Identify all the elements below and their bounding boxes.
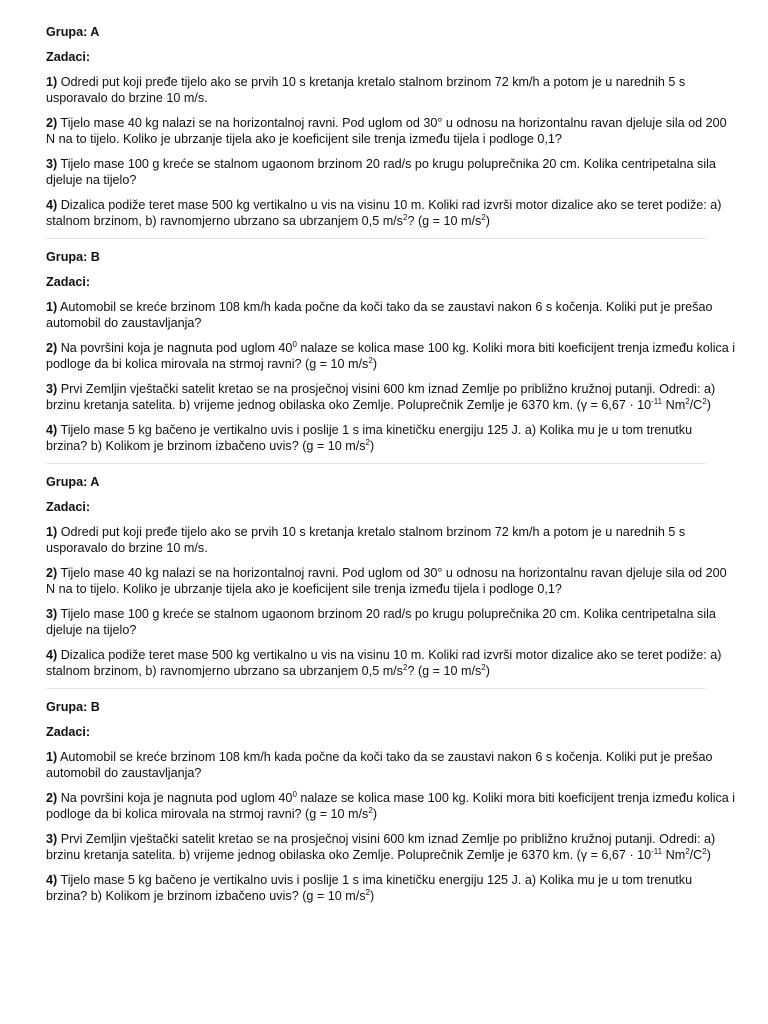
task-text: )	[706, 848, 711, 862]
task-number: 4)	[46, 648, 58, 662]
task-text: )	[372, 357, 378, 371]
task-text: Prvi Zemljin vještački satelit kretao se na prosječnoj visini 600 km iznad Zemlje po približno kružnoj putanji. Odredi: a) brzinu kretanja satelita. b) vrijeme jednog obilaska oko Zemlje. Poluprečnik Zemlje je 6370 km. (γ = 6,67 · 10	[46, 832, 716, 862]
superscript: 2	[685, 846, 690, 856]
task-item	[46, 197, 736, 229]
superscript: -11	[651, 846, 663, 856]
task-text: ? (g = 10 m/s	[407, 664, 482, 678]
task-text: Tijelo mase 100 g kreće se stalnom ugaonom brzinom 20 rad/s po krugu poluprečnika 20 cm. Kolika centripetalna sila djeluje na tijelo?	[46, 157, 716, 187]
task-text: Automobil se kreće brzinom 108 km/h kada počne da koči tako da se zaustavi nakon 6 s kočenja. Koliki put je prešao automobil do zaustavljanja?	[46, 750, 713, 780]
section-divider	[46, 463, 706, 464]
task-text: Nm	[662, 848, 686, 862]
task-item	[46, 831, 736, 863]
task-number: 1)	[46, 750, 58, 764]
task-text: Dizalica podiže teret mase 500 kg vertikalno u vis na visinu 10 m. Koliki rad izvrši motor dizalice ako se teret podiže: a) stalnom brzinom, b) ravnomjerno ubrzano sa ubrzanjem 0,5 m/s	[46, 198, 722, 228]
task-item	[46, 872, 736, 904]
tasks-heading: Zadaci:	[46, 275, 91, 289]
tasks-heading: Zadaci:	[46, 725, 91, 739]
tasks-heading: Zadaci:	[46, 50, 91, 64]
task-text: Nm	[662, 398, 686, 412]
superscript: 0	[292, 339, 297, 349]
task-item	[46, 647, 736, 679]
task-number: 4)	[46, 423, 58, 437]
task-text: nalaze se kolica mase 100 kg. Koliki mora biti koeficijent trenja između kolica i podloge da bi kolica mirovala na strmoj ravni? (g = 10 m/s	[46, 341, 736, 371]
task-item	[46, 115, 736, 147]
task-text: Prvi Zemljin vještački satelit kretao se na prosječnoj visini 600 km iznad Zemlje po približno kružnoj putanji. Odredi: a) brzinu kretanja satelita. b) vrijeme jednog obilaska oko Zemlje. Poluprečnik Zemlje je 6370 km. (γ = 6,67 · 10	[46, 382, 716, 412]
task-item	[46, 381, 736, 413]
task-number: 2)	[46, 791, 58, 805]
task-text: ? (g = 10 m/s	[407, 214, 482, 228]
superscript: -11	[651, 396, 663, 406]
group-section	[46, 24, 736, 239]
document-page	[46, 24, 736, 913]
task-number: 3)	[46, 157, 58, 171]
superscript: 2	[481, 662, 486, 672]
tasks-heading: Zadaci:	[46, 500, 91, 514]
superscript: 2	[481, 212, 486, 222]
task-text: Odredi put koji pređe tijelo ako se prvih 10 s kretanja kretalo stalnom brzinom 72 km/h a potom je u narednih 5 s usporavalo do brzine 10 m/s.	[46, 75, 686, 105]
task-text: )	[370, 889, 375, 903]
superscript: 2	[365, 887, 370, 897]
task-text: Odredi put koji pređe tijelo ako se prvih 10 s kretanja kretalo stalnom brzinom 72 km/h a potom je u narednih 5 s usporavalo do brzine 10 m/s.	[46, 525, 686, 555]
task-item	[46, 74, 736, 106]
task-item	[46, 156, 736, 188]
task-text: /C	[689, 398, 703, 412]
superscript: 2	[402, 212, 408, 222]
group-title: Grupa: A	[46, 475, 100, 489]
task-text: Tijelo mase 100 g kreće se stalnom ugaonom brzinom 20 rad/s po krugu poluprečnika 20 cm. Kolika centripetalna sila djeluje na tijelo?	[46, 607, 716, 637]
task-number: 2)	[46, 566, 58, 580]
task-text: nalaze se kolica mase 100 kg. Koliki mora biti koeficijent trenja između kolica i podloge da bi kolica mirovala na strmoj ravni? (g = 10 m/s	[46, 791, 736, 821]
task-text: Tijelo mase 40 kg nalazi se na horizontalnoj ravni. Pod uglom od 30° u odnosu na horizontalnu ravan djeluje sila od 200 N na to tijelo. Koliko je ubrzanje tijela ako je koeficijent sile trenja između tijela i podloge 0,1?	[46, 566, 727, 596]
task-text: Dizalica podiže teret mase 500 kg vertikalno u vis na visinu 10 m. Koliki rad izvrši motor dizalice ako se teret podiže: a) stalnom brzinom, b) ravnomjerno ubrzano sa ubrzanjem 0,5 m/s	[46, 648, 722, 678]
task-number: 1)	[46, 525, 58, 539]
task-item	[46, 565, 736, 597]
task-text: Automobil se kreće brzinom 108 km/h kada počne da koči tako da se zaustavi nakon 6 s kočenja. Koliki put je prešao automobil do zaustavljanja?	[46, 300, 713, 330]
task-number: 2)	[46, 116, 58, 130]
superscript: 2	[368, 805, 373, 815]
superscript: 2	[365, 437, 370, 447]
section-divider	[46, 238, 706, 239]
task-text: )	[372, 807, 378, 821]
task-text: )	[370, 439, 375, 453]
task-number: 1)	[46, 300, 58, 314]
group-section	[46, 699, 736, 904]
task-item	[46, 340, 736, 372]
task-item	[46, 606, 736, 638]
task-item	[46, 422, 736, 454]
superscript: 2	[402, 662, 408, 672]
task-item	[46, 524, 736, 556]
task-text: )	[485, 664, 490, 678]
task-text: /C	[689, 848, 703, 862]
superscript: 2	[368, 355, 373, 365]
task-text: Na površini koja je nagnuta pod uglom 40	[60, 341, 293, 355]
task-number: 4)	[46, 198, 58, 212]
superscript: 2	[702, 846, 707, 856]
task-text: Tijelo mase 40 kg nalazi se na horizontalnoj ravni. Pod uglom od 30° u odnosu na horizontalnu ravan djeluje sila od 200 N na to tijelo. Koliko je ubrzanje tijela ako je koeficijent sile trenja između tijela i podloge 0,1?	[46, 116, 727, 146]
task-text: Na površini koja je nagnuta pod uglom 40	[60, 791, 293, 805]
group-title: Grupa: B	[46, 250, 100, 264]
task-item	[46, 790, 736, 822]
task-number: 4)	[46, 873, 58, 887]
task-item	[46, 749, 736, 781]
group-title: Grupa: A	[46, 25, 100, 39]
section-divider	[46, 688, 706, 689]
task-number: 2)	[46, 341, 58, 355]
group-title: Grupa: B	[46, 700, 100, 714]
task-text: Tijelo mase 5 kg bačeno je vertikalno uvis i poslije 1 s ima kinetičku energiju 125 J. a) Kolika mu je u tom trenutku brzina? b) Kolikom je brzinom izbačeno uvis? (g = 10 m/s	[46, 423, 693, 453]
task-number: 3)	[46, 832, 58, 846]
task-number: 3)	[46, 607, 58, 621]
group-section	[46, 249, 736, 464]
group-section	[46, 474, 736, 689]
superscript: 2	[702, 396, 707, 406]
superscript: 2	[685, 396, 690, 406]
task-item	[46, 299, 736, 331]
task-text: )	[706, 398, 711, 412]
task-text: Tijelo mase 5 kg bačeno je vertikalno uvis i poslije 1 s ima kinetičku energiju 125 J. a) Kolika mu je u tom trenutku brzina? b) Kolikom je brzinom izbačeno uvis? (g = 10 m/s	[46, 873, 693, 903]
superscript: 0	[292, 789, 297, 799]
task-text: )	[485, 214, 490, 228]
task-number: 3)	[46, 382, 58, 396]
task-number: 1)	[46, 75, 58, 89]
